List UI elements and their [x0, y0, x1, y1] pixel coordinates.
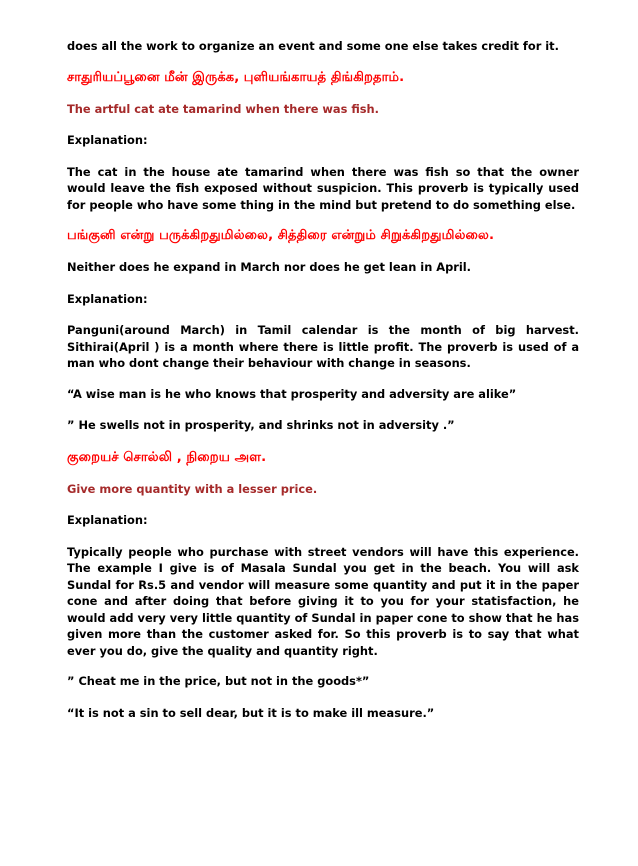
quote-4: “It is not a sin to sell dear, but it is to make ill measure.”: [67, 705, 435, 720]
quote-1: “A wise man is he who knows that prosperity and adversity are alike”: [67, 386, 517, 401]
tamil-proverb-1: சாதுரியப்பூனை மீன் இருக்க, புளியங்காயத் திங்கிறதாம்.: [67, 69, 405, 85]
explanation-heading-2: Explanation:: [67, 291, 148, 306]
explanation-text-1: The cat in the house ate tamarind when there was fish so that the owner would leave the fish exposed without suspicion. This proverb is typically used for people who have some thing in the mind but pretend to do something else.: [67, 164, 579, 212]
explanation-heading-3: Explanation:: [67, 513, 148, 527]
translation-3: Give more quantity with a lesser price.: [67, 481, 318, 496]
quote-3: ” Cheat me in the price, but not in the goods*”: [67, 674, 370, 688]
explanation-text-2: Panguni(around March) in Tamil calendar is the month of big harvest. Sithirai(April ) is a month where there is little profit. The proverb is used of a man who dont change their behaviour with change in seasons.: [67, 323, 579, 370]
tamil-proverb-3: குறையச் சொல்லி , நிறைய அள.: [67, 449, 267, 465]
paragraph-intro: does all the work to organize an event and some one else takes credit for it.: [67, 39, 559, 53]
quote-2: ” He swells not in prosperity, and shrinks not in adversity .”: [67, 418, 455, 432]
translation-2: Neither does he expand in March nor does he get lean in April.: [67, 260, 472, 274]
explanation-heading-1: Explanation:: [67, 133, 148, 147]
document-page: [67, 38, 579, 721]
explanation-text-3: Typically people who purchase with street vendors will have this experience. The example I give is of Masala Sundal you get in the beach. You will ask Sundal for Rs.5 and vendor will measure some quantity and put it in the paper cone and after doing that before giving it to you for your statisfaction, he would add very very little quantity of Sundal in paper cone to show that he has given more than the customer asked for. So this proverb is to say that what ever you do, give the quality and quantity right.: [67, 544, 579, 658]
translation-1: The artful cat ate tamarind when there was fish.: [67, 101, 379, 116]
tamil-proverb-2: பங்குனி என்று பருக்கிறதுமில்லை, சித்திரை என்றும் சிறுக்கிறதுமில்லை.: [67, 228, 494, 243]
